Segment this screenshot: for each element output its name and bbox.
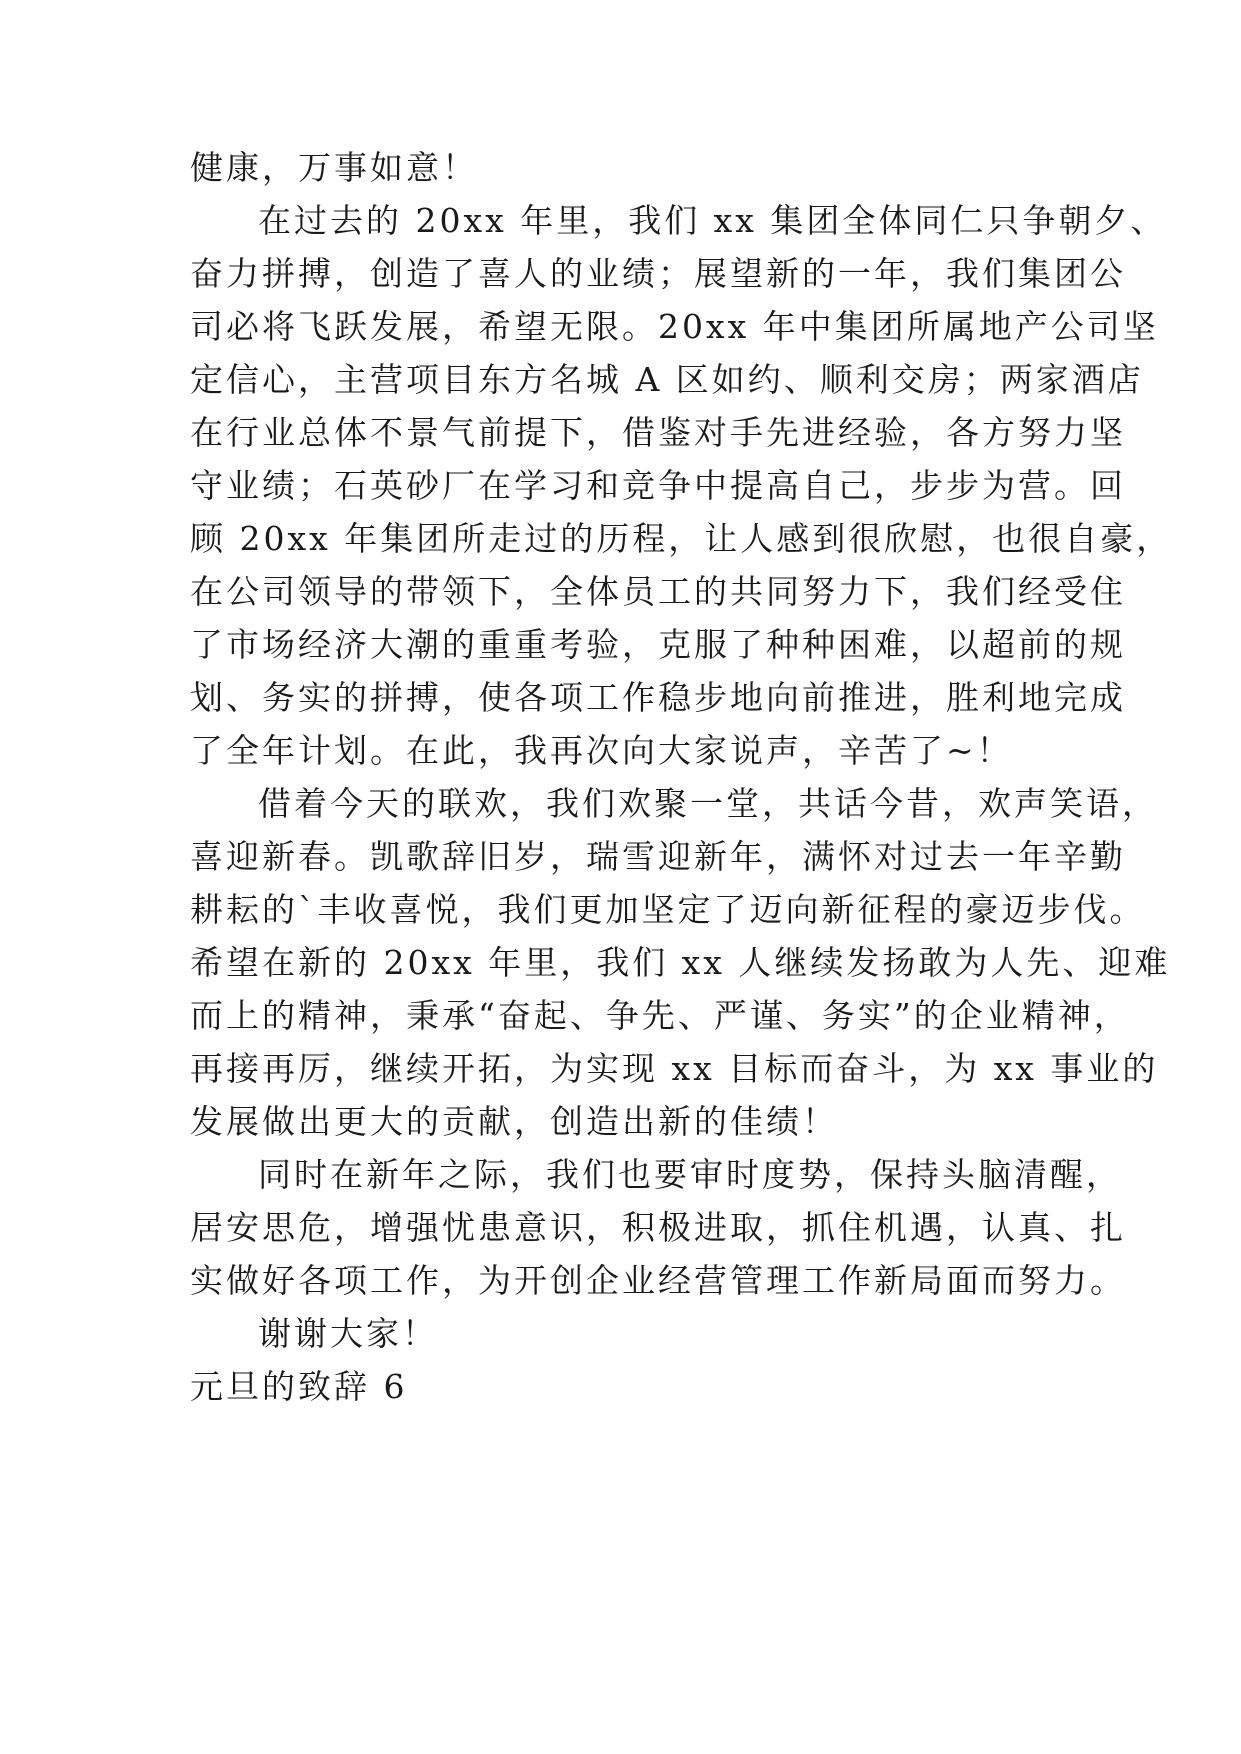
text-line: 实做好各项工作，为开创企业经营管理工作新局面而努力。 (190, 1261, 1126, 1300)
text-line: 守业绩；石英砂厂在学习和竞争中提高自己，步步为营。回 (190, 466, 1126, 505)
paragraph-start: 借着今天的联欢，我们欢聚一堂，共话今昔，欢声笑语， (258, 784, 1158, 823)
text-line: 再接再厉，继续开拓，为实现 xx 目标而奋斗，为 xx 事业的 (190, 1049, 1159, 1088)
text-line: 了全年计划。在此，我再次向大家说声，辛苦了~！ (190, 731, 1013, 770)
paragraph-start: 在过去的 20xx 年里，我们 xx 集团全体同仁只争朝夕、 (258, 201, 1167, 240)
text-line: 顾 20xx 年集团所走过的历程，让人感到很欣慰，也很自豪， (190, 519, 1173, 558)
text-line: 了市场经济大潮的重重考验，克服了种种困难，以超前的规 (190, 625, 1126, 664)
paragraph-start: 谢谢大家！ (258, 1314, 438, 1353)
text-line: 奋力拼搏，创造了喜人的业绩；展望新的一年，我们集团公 (190, 254, 1126, 293)
text-line: 在公司领导的带领下，全体员工的共同努力下，我们经受住 (190, 572, 1126, 611)
text-line: 居安思危，增强忧患意识，积极进取，抓住机遇，认真、扎 (190, 1208, 1126, 1247)
text-line: 喜迎新春。凯歌辞旧岁，瑞雪迎新年，满怀对过去一年辛勤 (190, 837, 1126, 876)
text-line: 耕耘的`丰收喜悦，我们更加坚定了迈向新征程的豪迈步伐。 (190, 890, 1146, 929)
text-line: 司必将飞跃发展，希望无限。20xx 年中集团所属地产公司坚 (190, 307, 1159, 346)
text-line: 健康，万事如意！ (190, 148, 478, 187)
text-line: 而上的精神，秉承“奋起、争先、严谨、务实”的企业精神， (190, 996, 1130, 1035)
text-line: 定信心，主营项目东方名城 A 区如约、顺利交房；两家酒店 (190, 360, 1144, 399)
text-line: 希望在新的 20xx 年里，我们 xx 人继续发扬敢为人先、迎难 (190, 943, 1171, 982)
text-line: 发展做出更大的贡献，创造出新的佳绩！ (190, 1102, 838, 1141)
paragraph-start: 同时在新年之际，我们也要审时度势，保持头脑清醒， (258, 1155, 1122, 1194)
section-heading: 元旦的致辞 6 (190, 1367, 408, 1406)
text-line: 划、务实的拼搏，使各项工作稳步地向前推进，胜利地完成 (190, 678, 1126, 717)
text-line: 在行业总体不景气前提下，借鉴对手先进经验，各方努力坚 (190, 413, 1126, 452)
